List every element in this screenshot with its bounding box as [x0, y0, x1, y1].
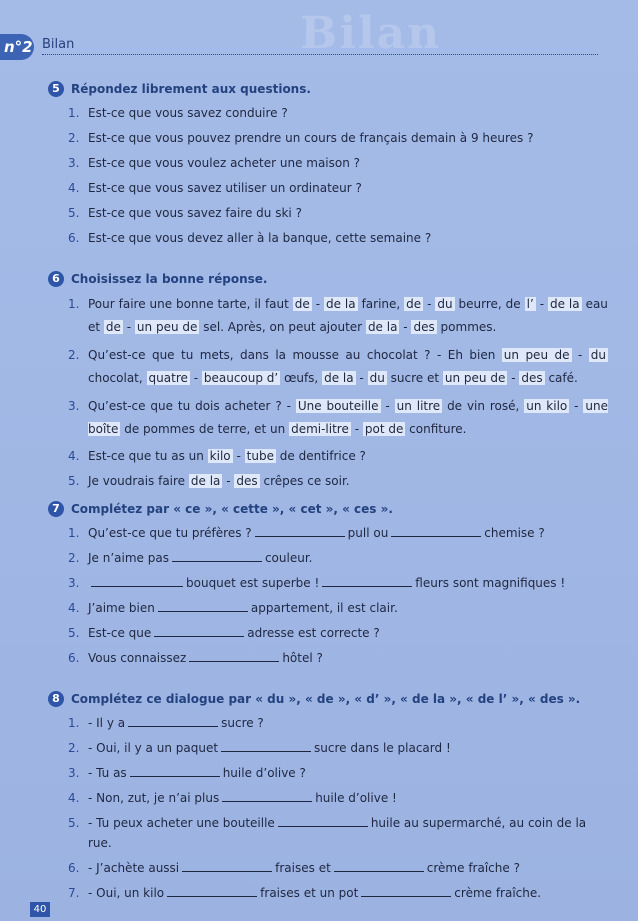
fill-item: 2. Je n’aime pas couleur. [68, 551, 313, 565]
watermark-title: Bilan [300, 8, 442, 59]
page-header [0, 34, 638, 62]
dialogue-item: 5. - Tu peux acheter une bouteille huile au supermarché, au coin de la rue. [68, 816, 587, 850]
choice-option[interactable]: du [437, 297, 453, 311]
choice-option[interactable]: de la [367, 320, 398, 334]
section-number-badge: 5 [48, 81, 64, 97]
fill-item: 3. bouquet est superbe ! fleurs sont magnifiques ! [68, 576, 566, 590]
section-number-badge: 6 [48, 271, 64, 287]
choice-option[interactable]: Une bouteille [297, 399, 379, 413]
choice-option[interactable]: kilo [209, 449, 231, 463]
question-item: 3. Est-ce que vous voulez acheter une maison ? [68, 156, 361, 170]
blank-field[interactable] [278, 814, 368, 827]
choice-option[interactable]: quatre [148, 371, 188, 385]
section-number-badge: 8 [48, 691, 64, 707]
header-dotted-rule [42, 54, 598, 55]
question-item: 5. Est-ce que vous savez faire du ski ? [68, 206, 302, 220]
section-title: Complétez par « ce », « cette », « cet », « ces ». [71, 502, 393, 516]
choice-option[interactable]: un kilo [526, 399, 568, 413]
fill-item: 6. Vous connaissez hôtel ? [68, 651, 323, 665]
section-7 [48, 500, 608, 668]
choice-option[interactable]: du [369, 371, 385, 385]
choice-option[interactable]: un peu de [503, 348, 570, 362]
choice-option[interactable]: un peu de [136, 320, 198, 334]
choice-option[interactable]: de la [550, 297, 580, 311]
choice-option[interactable]: l’ [526, 297, 534, 311]
choice-option[interactable]: un litre [396, 399, 441, 413]
dialogue-item: 3. - Tu as huile d’olive ? [68, 766, 306, 780]
choice-option[interactable]: beaucoup d’ [203, 371, 279, 385]
choice-option[interactable]: demi-litre [291, 422, 349, 436]
question-item: 2. Est-ce que vous pouvez prendre un cours de français demain à 9 heures ? [68, 131, 534, 145]
dialogue-item: 2. - Oui, il y a un paquet sucre dans le placard ! [68, 741, 451, 755]
dialogue-item: 1. - Il y a sucre ? [68, 716, 264, 730]
choice-option[interactable]: un peu de [444, 371, 506, 385]
choice-option[interactable]: de [105, 320, 121, 334]
blank-field[interactable] [391, 524, 481, 537]
choice-option[interactable]: des [413, 320, 435, 334]
blank-field[interactable] [361, 884, 451, 897]
choice-option[interactable]: des [521, 371, 543, 385]
blank-field[interactable] [182, 859, 272, 872]
section-number-badge: 7 [48, 501, 64, 517]
dialogue-item: 7. - Oui, un kilo fraises et un pot crème fraîche. [68, 886, 542, 900]
choice-option[interactable]: des [236, 474, 258, 488]
section-8 [48, 690, 608, 903]
blank-field[interactable] [255, 524, 345, 537]
choice-item: 3. Qu’est-ce que tu dois acheter ? - Une bouteille - un litre de vin rosé, un kilo - une boîte de pommes de terre, et un demi-litre - pot de confiture. [68, 399, 608, 436]
section-title: Choisissez la bonne réponse. [71, 272, 268, 286]
choice-option[interactable]: de [294, 297, 310, 311]
question-item: 6. Est-ce que vous devez aller à la banque, cette semaine ? [68, 231, 432, 245]
choice-item: 1. Pour faire une bonne tarte, il faut de - de la farine, de - du beurre, de l’ - de la eau et de - un peu de sel. Après, on peut ajouter de la - des pommes. [68, 297, 608, 334]
question-item: 1. Est-ce que vous savez conduire ? [68, 106, 288, 120]
question-item: 4. Est-ce que vous savez utiliser un ordinateur ? [68, 181, 362, 195]
choice-option[interactable]: pot de [364, 422, 404, 436]
choice-item: 5. Je voudrais faire de la - des crêpes ce soir. [68, 474, 350, 488]
section-5 [48, 80, 608, 248]
choice-item: 4. Est-ce que tu as un kilo - tube de dentifrice ? [68, 449, 366, 463]
dialogue-item: 6. - J’achète aussi fraises et crème fraîche ? [68, 861, 520, 875]
choice-option[interactable]: de [406, 297, 422, 311]
blank-field[interactable] [221, 739, 311, 752]
blank-field[interactable] [154, 624, 244, 637]
choice-option[interactable]: tube [246, 449, 274, 463]
choice-option[interactable]: de la [326, 297, 356, 311]
blank-field[interactable] [334, 859, 424, 872]
choice-option[interactable]: du [590, 348, 606, 362]
blank-field[interactable] [158, 599, 248, 612]
blank-field[interactable] [222, 789, 312, 802]
choice-item: 2. Qu’est-ce que tu mets, dans la mousse au chocolat ? - Eh bien un peu de - du chocolat, quatre - beaucoup d’ œufs, de la - du sucre et un peu de - des café. [68, 348, 606, 385]
choice-option[interactable]: de la [324, 371, 354, 385]
section-title: Complétez ce dialogue par « du », « de », « d’ », « de la », « de l’ », « des ». [71, 692, 581, 706]
blank-field[interactable] [128, 714, 218, 727]
section-title: Répondez librement aux questions. [71, 82, 311, 96]
choice-option[interactable]: de la [190, 474, 221, 488]
fill-item: 1. Qu’est-ce que tu préfères ? pull ou chemise ? [68, 526, 545, 540]
dialogue-item: 4. - Non, zut, je n’ai plus huile d’olive ! [68, 791, 397, 805]
blank-field[interactable] [189, 649, 279, 662]
fill-item: 4. J’aime bien appartement, il est clair. [68, 601, 398, 615]
page-number: 40 [30, 902, 50, 917]
fill-item: 5. Est-ce que adresse est correcte ? [68, 626, 380, 640]
blank-field[interactable] [167, 884, 257, 897]
header-title: Bilan [42, 37, 75, 52]
blank-field[interactable] [172, 549, 262, 562]
choice-option[interactable]: une boîte [88, 399, 608, 436]
blank-field[interactable] [322, 574, 412, 587]
blank-field[interactable] [130, 764, 220, 777]
unit-badge: n°2 [0, 34, 34, 60]
blank-field[interactable] [91, 574, 183, 587]
section-6 [48, 270, 608, 491]
